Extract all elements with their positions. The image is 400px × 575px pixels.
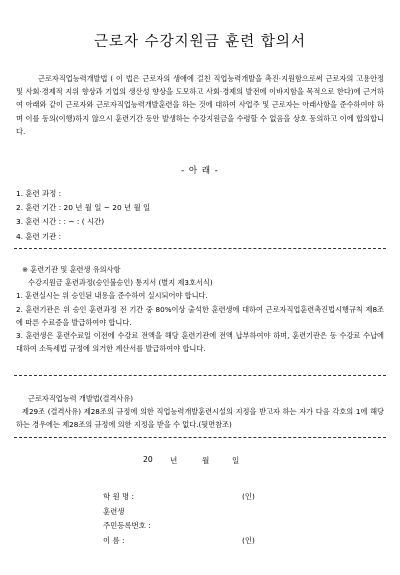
document-title: 근로자 수강지원금 훈련 합의서 bbox=[94, 34, 306, 50]
intro-text: 근로자직업능력개발법 ( 이 법은 근로자의 생애에 걸친 직업능력개발을 촉진·지원함으로써 근로자의 고용안정 및 사회·경제적 지위 향상과 기업의 생산성 향상을 도모하고 사회·경제의 발전에 이바지함을 목적으로 한다)에 근거하여 아래와 같이 근로자와 근로자직업능력개발훈련을 하는 것에 대하여 사업주 및 근로자는 아래사항을 준수하여야 하며 이를 동의(이행)하지 않으시 훈련기간 동안 발생하는 수강지원금을 수령할 수 없음을 상호 동의하고 이에 합의합니다. bbox=[16, 74, 384, 136]
note-line-3: 3. 훈련생은 훈련수료일 이전에 수강료 전액을 해당 훈련기관에 전액 납부하여야 하며, 훈련기관은 동 수강료 수납에 대하여 소득세법 규정에 의거한 계산서를 발급하여야 합니다. bbox=[16, 331, 384, 354]
seal-mark: (인) bbox=[242, 535, 255, 545]
signature-label: 훈련생 bbox=[103, 506, 125, 516]
signature-label: 학 원 명 : bbox=[103, 492, 134, 501]
intro-paragraph bbox=[16, 72, 384, 138]
notes-subtitle: 수강지원금 훈련과정(승인불승인) 통지서 (별지 제3호서식) bbox=[28, 278, 213, 288]
divider bbox=[14, 375, 386, 376]
signature-block bbox=[0, 490, 400, 548]
item-course: 1. 훈련 과정 : bbox=[16, 189, 62, 198]
item-period: 2. 훈련 기간 : 20 년 월 일 ~ 20 년 월 일 bbox=[16, 203, 151, 213]
date-day-unit: 일 bbox=[232, 456, 240, 465]
law-header: 근로자직업능력 개발법(결격사유) bbox=[28, 394, 134, 403]
date-year: 20 bbox=[143, 455, 153, 464]
signature-row bbox=[0, 534, 400, 549]
notice-header: - 아 래 - bbox=[181, 166, 219, 176]
signature-row bbox=[0, 505, 400, 520]
note-line-2: 2. 훈련기관은 위 승인 훈련과정 전 기간 중 80%이상 출석한 훈련생에 대하여 근로자직업훈련촉진법시행규칙 제8조에 따른 수료증을 발급하여야 합니다. bbox=[16, 304, 384, 327]
divider bbox=[14, 248, 386, 249]
notes-section bbox=[16, 263, 384, 355]
signature-row bbox=[0, 490, 400, 505]
item-time: 3. 훈련 시간 : : ~ : ( 시간) bbox=[16, 217, 105, 227]
law-text: 제29조 (결격사유) 제28조의 규정에 의한 직업능력개발훈련시설의 지정을 받고자 하는 자가 다음 각호의 1에 해당하는 경우에는 제28조의 규정에 의한 지정을 받을 수 없다.(뒷면참조) bbox=[16, 407, 384, 430]
date-month-unit: 월 bbox=[202, 456, 210, 465]
notes-header: ※ 훈련기관 및 훈련생 유의사항 bbox=[22, 265, 121, 274]
item-institution: 4. 훈련 기관 : bbox=[16, 231, 62, 241]
law-section bbox=[16, 392, 384, 432]
training-details bbox=[16, 187, 376, 244]
signature-label: 이 름 : bbox=[103, 535, 125, 545]
signature-label: 주민등록번호 : bbox=[103, 521, 151, 530]
divider bbox=[14, 437, 386, 438]
note-line-1: 1. 훈련실시는 위 승인된 내용을 준수하여 실시되어야 합니다. bbox=[16, 291, 208, 301]
seal-mark: (인) bbox=[242, 492, 255, 501]
date-year-unit: 년 bbox=[170, 456, 178, 465]
signature-row bbox=[0, 519, 400, 534]
